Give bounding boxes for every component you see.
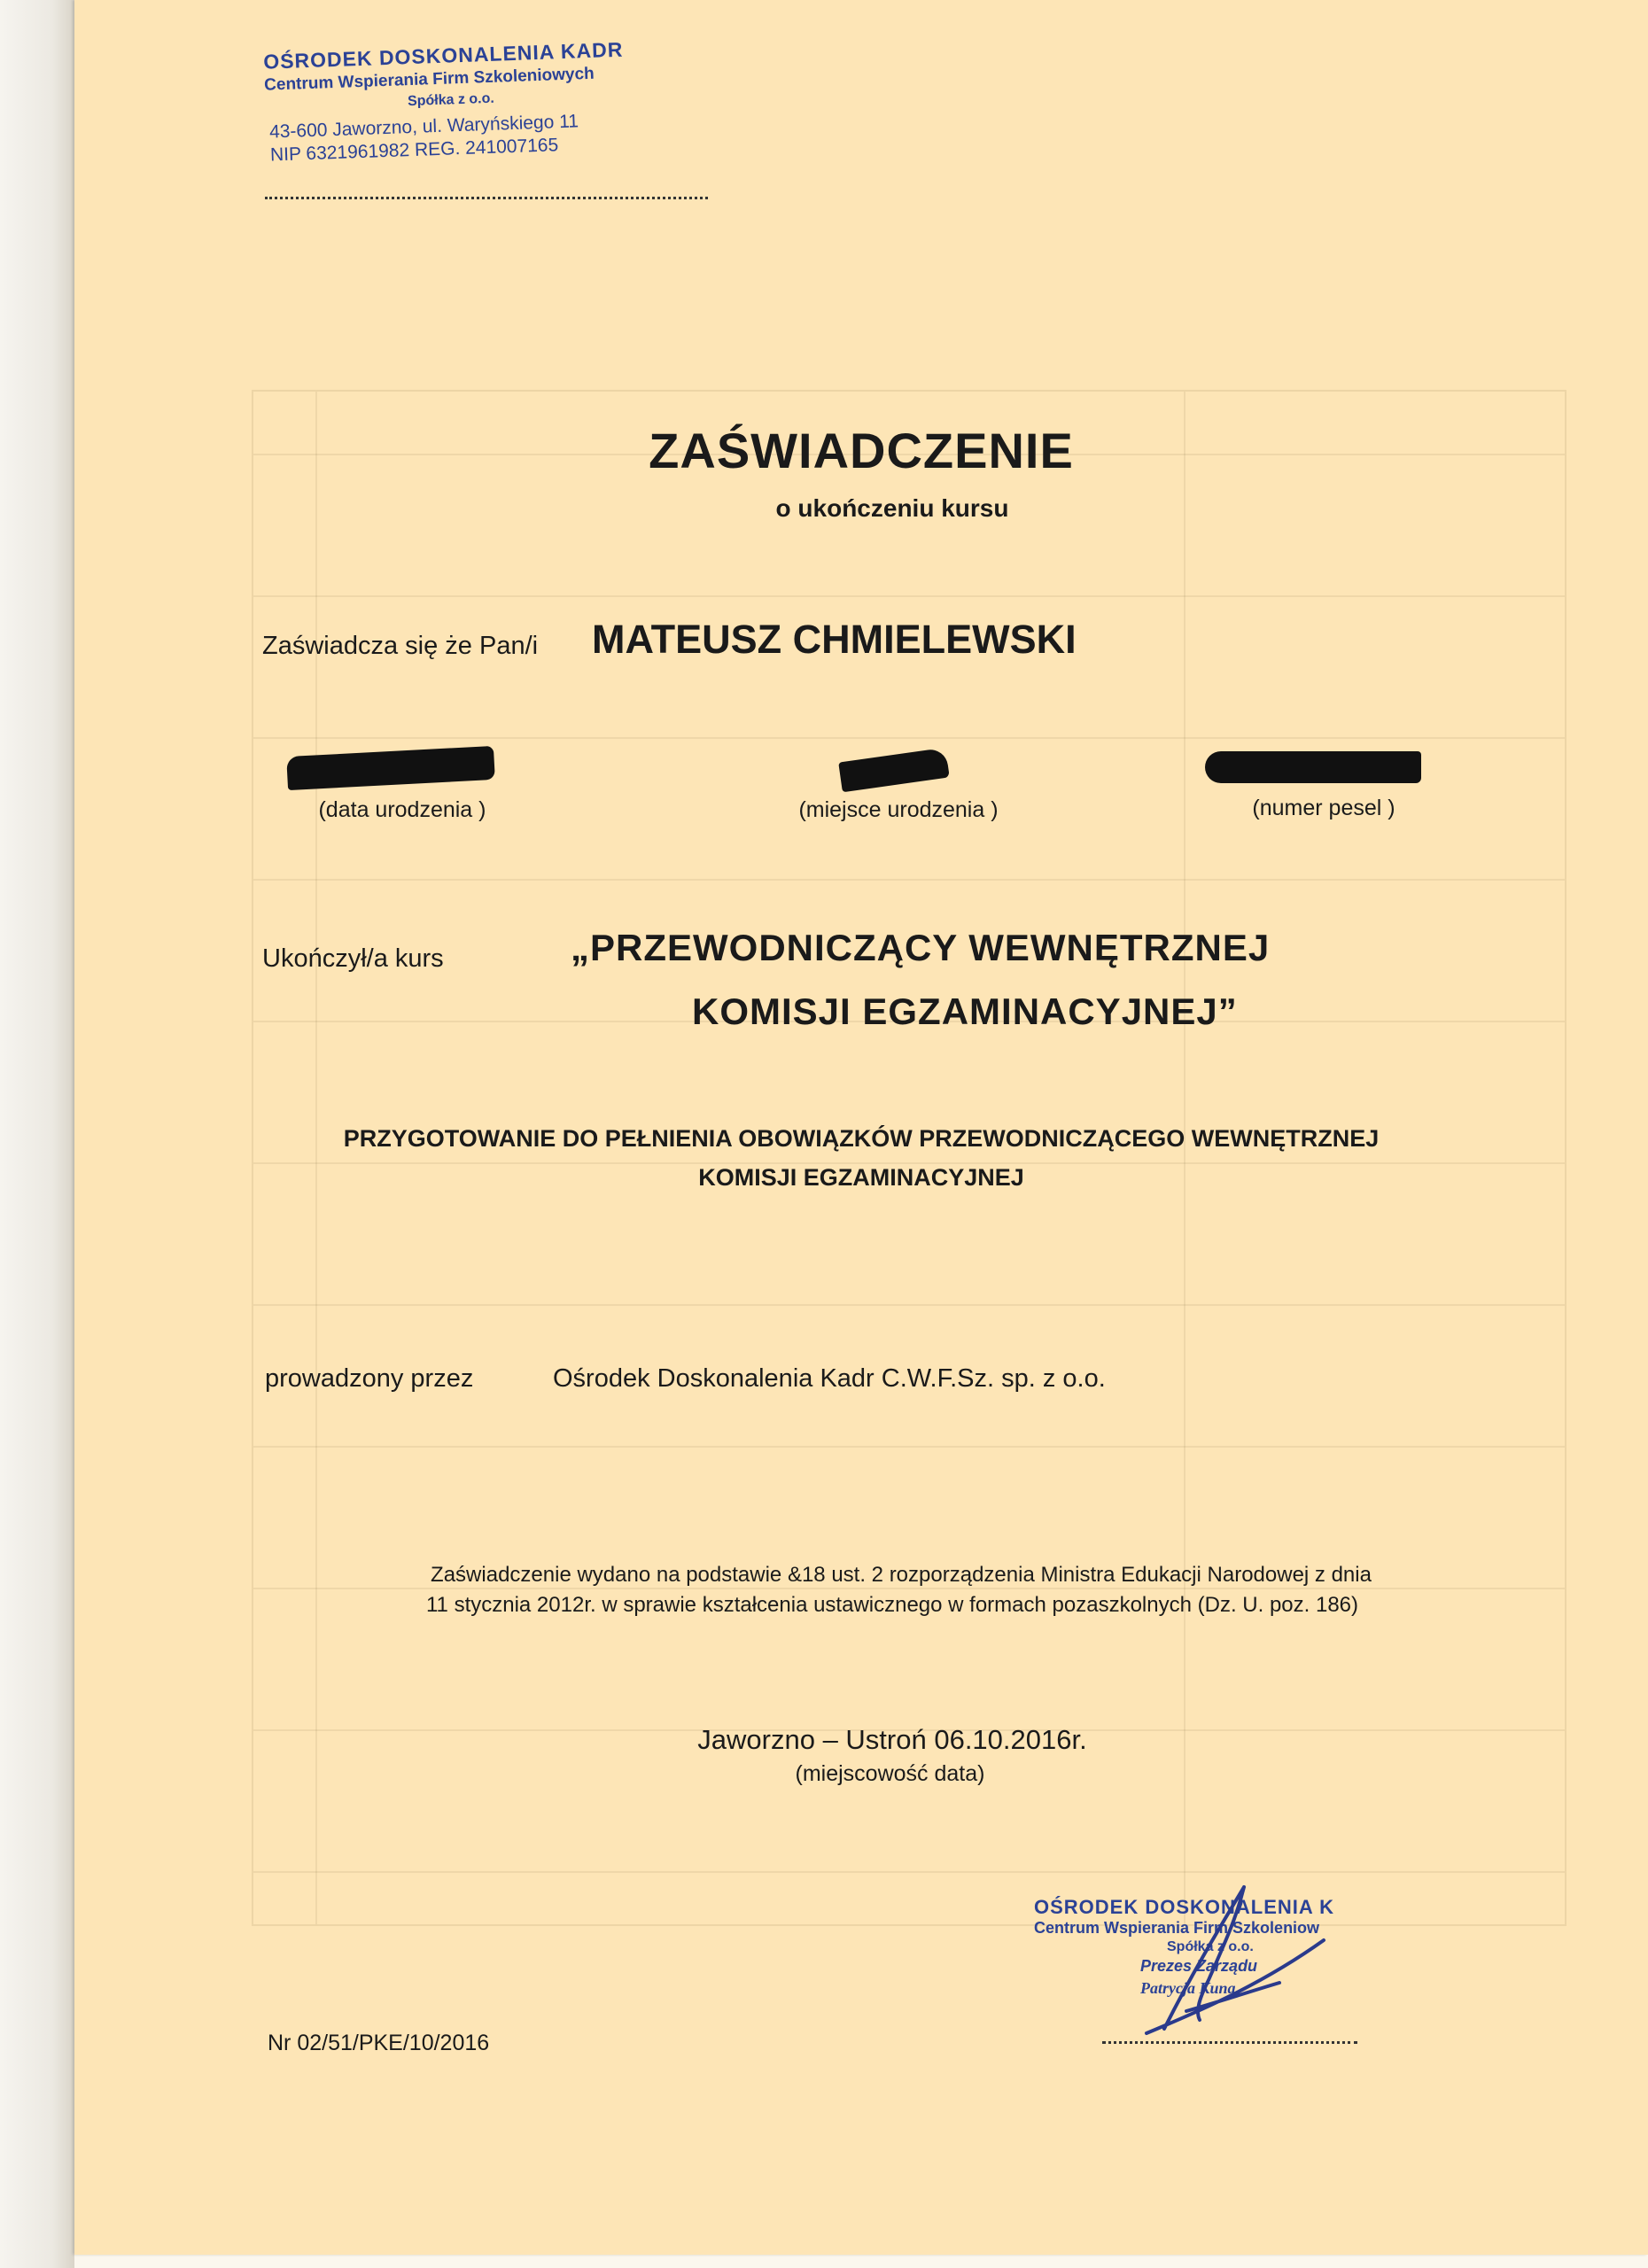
signature-stamp-role: Prezes Zarządu — [1140, 1957, 1258, 1975]
issue-place-date: Jaworzno – Ustroń 06.10.2016r. — [697, 1724, 1087, 1755]
recipient-intro: Zaświadcza się że Pan/i — [262, 632, 539, 660]
issuer-stamp-name: OŚRODEK DOSKONALENIA KADR — [262, 37, 624, 74]
certificate-subtitle: o ukończeniu kursu — [775, 494, 1009, 522]
course-name-line1: „PRZEWODNICZĄCY WEWNĘTRZNEJ — [571, 927, 1271, 968]
signature-dotted-line — [1102, 2041, 1357, 2044]
course-description-line2: KOMISJI EGZAMINACYJNEJ — [698, 1164, 1024, 1191]
issuer-stamp-subname: Centrum Wspierania Firm Szkoleniowych — [263, 64, 595, 95]
pesel-label: (numer pesel ) — [1252, 796, 1395, 820]
certificate-number: Nr 02/51/PKE/10/2016 — [268, 2031, 490, 2055]
signature-stamp-subname: Centrum Wspierania Firm Szkoleniow — [1034, 1919, 1320, 1937]
organizer-label: prowadzony przez — [265, 1364, 474, 1393]
certificate-page — [74, 0, 1648, 2255]
issuer-stamp-tax-ids: NIP 6321961982 REG. 241007165 — [269, 135, 559, 166]
redacted-pesel — [1205, 751, 1421, 783]
handwritten-signature — [1111, 1878, 1359, 2047]
signature-stamp-company-type: Spółka z o.o. — [1167, 1939, 1254, 1954]
legal-basis-line1: Zaświadczenie wydano na podstawie &18 ust. 2 rozporządzenia Ministra Edukacji Narodowej z dnia — [431, 1563, 1372, 1587]
course-description-line1: PRZYGOTOWANIE DO PEŁNIENIA OBOWIĄZKÓW PRZEWODNICZĄCEGO WEWNĘTRZNEJ — [343, 1125, 1380, 1152]
scan-margin — [0, 0, 74, 2268]
issue-place-date-label: (miejscowość data) — [795, 1761, 985, 1786]
birth-place-label: (miejsce urodzenia ) — [798, 797, 999, 822]
recipient-name: MATEUSZ CHMIELEWSKI — [592, 617, 1077, 662]
issuer-stamp-address: 43-600 Jaworzno, ul. Waryńskiego 11 — [268, 111, 579, 143]
birth-date-label: (data urodzenia ) — [318, 797, 486, 822]
issuer-stamp — [263, 35, 710, 166]
legal-basis-line2: 11 stycznia 2012r. w sprawie kształcenia ustawicznego w formach pozaszkolnych (Dz. U. poz. 186) — [425, 1593, 1359, 1617]
issuer-stamp-dotted-line — [265, 197, 708, 199]
signature-stamp-person: Patrycja Kuna — [1140, 1979, 1236, 1997]
course-label: Ukończył/a kurs — [262, 944, 444, 973]
organizer-name: Ośrodek Doskonalenia Kadr C.W.F.Sz. sp. z o.o. — [553, 1364, 1106, 1393]
issuer-stamp-company-type: Spółka z o.o. — [407, 90, 495, 110]
course-name-line2: KOMISJI EGZAMINACYJNEJ” — [692, 990, 1238, 1032]
certificate-title: ZAŚWIADCZENIE — [649, 423, 1074, 478]
signature-stamp-name: OŚRODEK DOSKONALENIA K — [1034, 1896, 1334, 1918]
